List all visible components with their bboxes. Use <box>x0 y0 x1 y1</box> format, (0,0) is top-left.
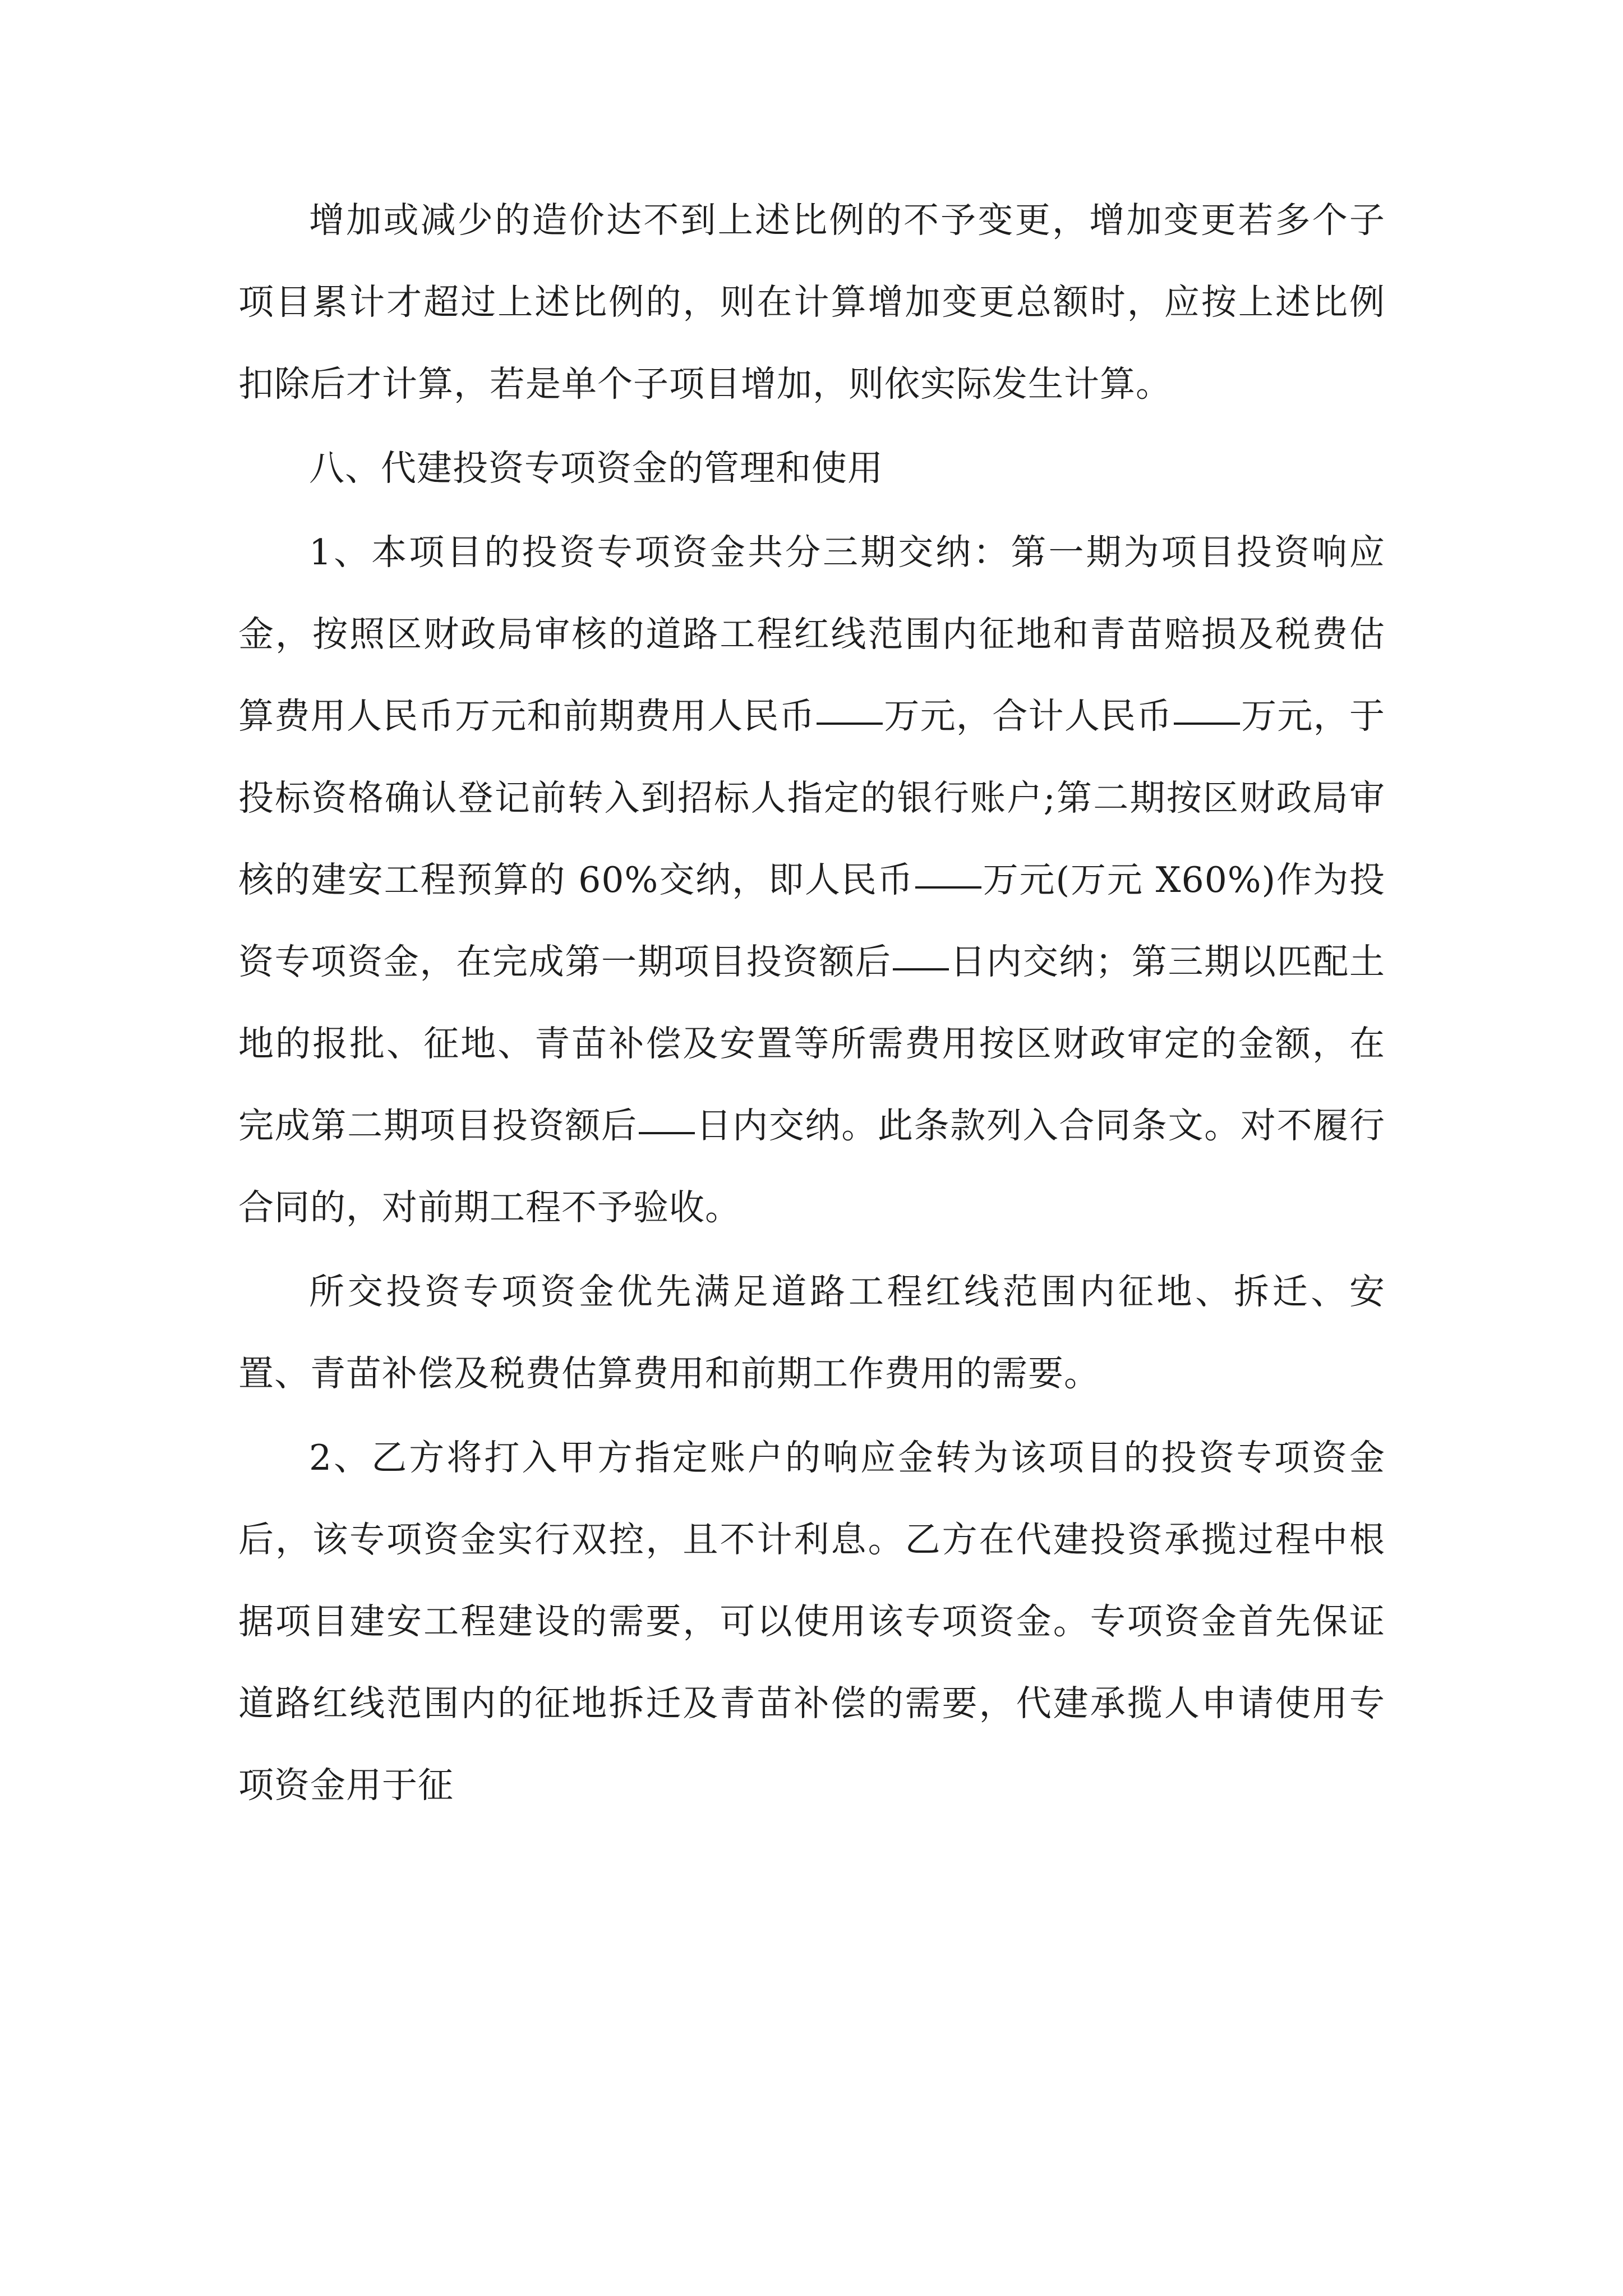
heading-text: 八、代建投资专项资金的管理和使用 <box>309 448 883 489</box>
paragraph-text-part-6: 日内交纳。此条款列入合同条文。对不履行合同的，对前期工程不予验收。 <box>238 1105 1386 1228</box>
paragraph-text: 2、乙方将打入甲方指定账户的响应金转为该项目的投资专项资金后，该专项资金实行双控，且不计利息。乙方在代建投资承揽过程中根据项目建安工程建设的需要，可以使用该专项资金。专项资金首先保证道路红线范围内的征地拆迁及青苗补偿的需要，代建承揽人申请使用专项资金用于征 <box>238 1437 1385 1806</box>
document-body <box>238 180 1385 1829</box>
fill-in-blank-days-first[interactable] <box>893 968 949 970</box>
paragraph-text-part-5: 日内交纳；第三期以匹配土地的报批、征地、青苗补偿及安置等所需费用按区财政审定的金额，在完成第二期项目投资额后 <box>238 941 1386 1146</box>
paragraph-text: 增加或减少的造价达不到上述比例的不予变更，增加变更若多个子项目累计才超过上述比例的，则在计算增加变更总额时，应按上述比例扣除后才计算，若是单个子项目增加，则依实际发生计算。 <box>238 200 1385 404</box>
fill-in-blank-amount-preliminary[interactable] <box>817 723 883 725</box>
paragraph-text-part-2: 万元，合计人民币 <box>883 696 1173 737</box>
paragraph-change-price-threshold <box>238 180 1385 425</box>
paragraph-text: 所交投资专项资金优先满足道路工程红线范围内征地、拆迁、安置、青苗补偿及税费估算费用和前期工作费用的需要。 <box>238 1271 1385 1394</box>
paragraph-item-1-three-installments <box>238 512 1385 1249</box>
fill-in-blank-days-second[interactable] <box>639 1132 695 1134</box>
paragraph-item-2-dual-control <box>238 1417 1385 1826</box>
paragraph-text-part-1: 1、本项目的投资专项资金共分三期交纳：第一期为项目投资响应金，按照区财政局审核的道路工程红线范围内征地和青苗赔损及税费估算费用人民币万元和前期费用人民币 <box>238 532 1385 737</box>
fill-in-blank-amount-second-installment[interactable] <box>915 886 981 889</box>
fill-in-blank-amount-total[interactable] <box>1174 723 1240 725</box>
paragraph-text-part-4: 万元(万元 X60%)作为投资专项资金，在完成第一期项目投资额后 <box>238 859 1385 982</box>
paragraph-priority-of-funds <box>238 1251 1385 1415</box>
paragraph-text-part-3: 万元，于投标资格确认登记前转入到招标人指定的银行账户;第二期按区财政局审核的建安工程预算的 60%交纳，即人民币 <box>238 696 1386 900</box>
heading-section-eight <box>238 427 1385 509</box>
